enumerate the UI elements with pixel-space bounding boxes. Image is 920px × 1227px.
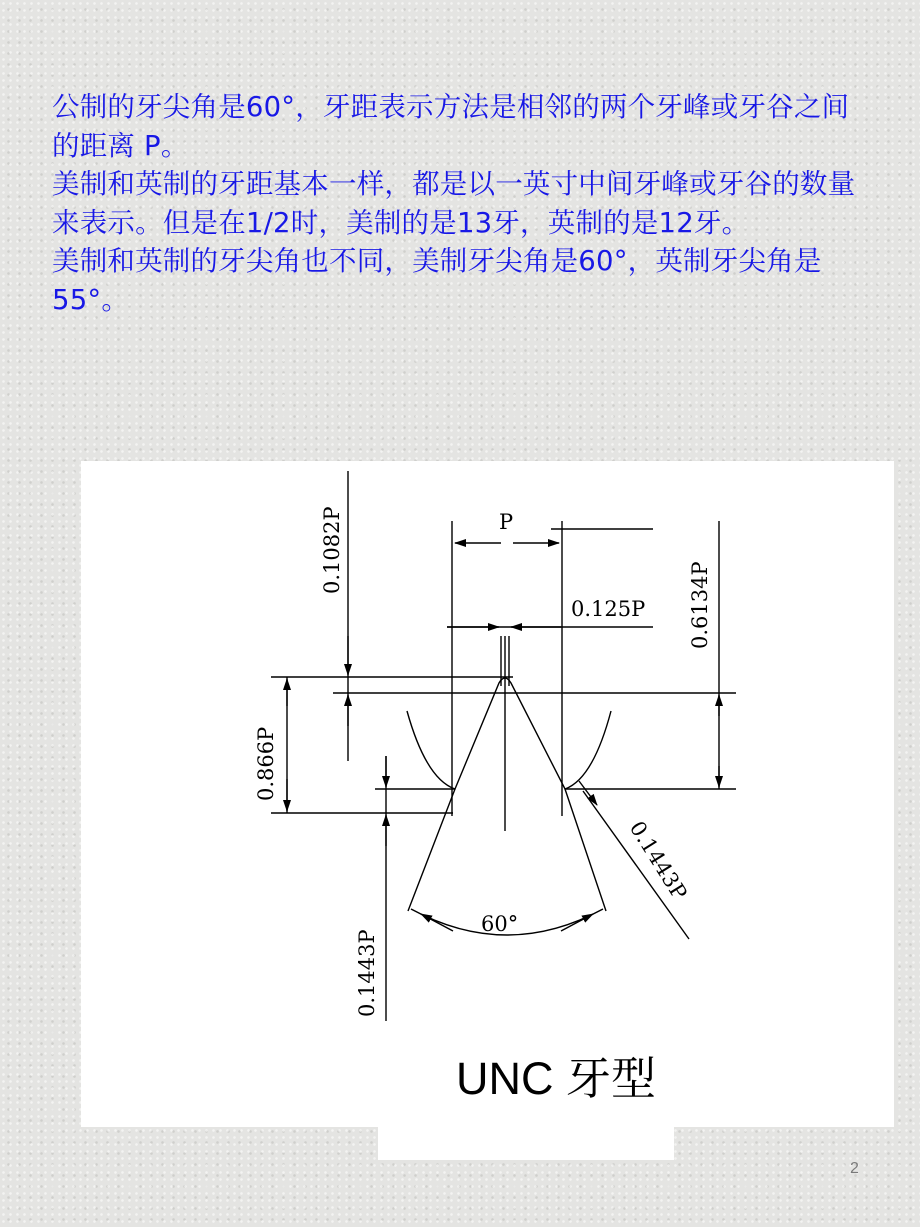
label-height: 0.866P <box>254 726 278 801</box>
label-angle: 60° <box>481 912 519 936</box>
label-root-truncation: 0.1443P <box>355 929 379 1017</box>
label-top-truncation: 0.1082P <box>320 506 344 594</box>
paragraph-angle: 美制和英制的牙尖角也不同，美制牙尖角是60°，英制牙尖角是55°。 <box>52 245 822 316</box>
figure-panel-extension <box>378 1126 674 1160</box>
left-root-flank <box>408 789 455 911</box>
paragraph-metric: 公制的牙尖角是60°，牙距表示方法是相邻的两个牙峰或牙谷之间的距离 P。 <box>52 91 850 162</box>
label-external-depth: 0.6134P <box>688 561 712 649</box>
description-text <box>52 88 872 320</box>
figure-caption: UNC 牙型 <box>456 1053 656 1104</box>
right-root-flank <box>565 789 606 911</box>
left-flank <box>407 678 611 789</box>
paragraph-pitch: 美制和英制的牙距基本一样，都是以一英寸中间牙峰或牙谷的数量来表示。但是在1/2时，美制的是13牙，英制的是12牙。 <box>52 168 856 239</box>
label-pitch: P <box>499 510 514 534</box>
page-number: 2 <box>850 1160 859 1177</box>
label-crest-flat: 0.125P <box>571 597 646 621</box>
thread-profile-diagram <box>81 461 894 1127</box>
label-root-radius: 0.1443P <box>624 816 692 904</box>
